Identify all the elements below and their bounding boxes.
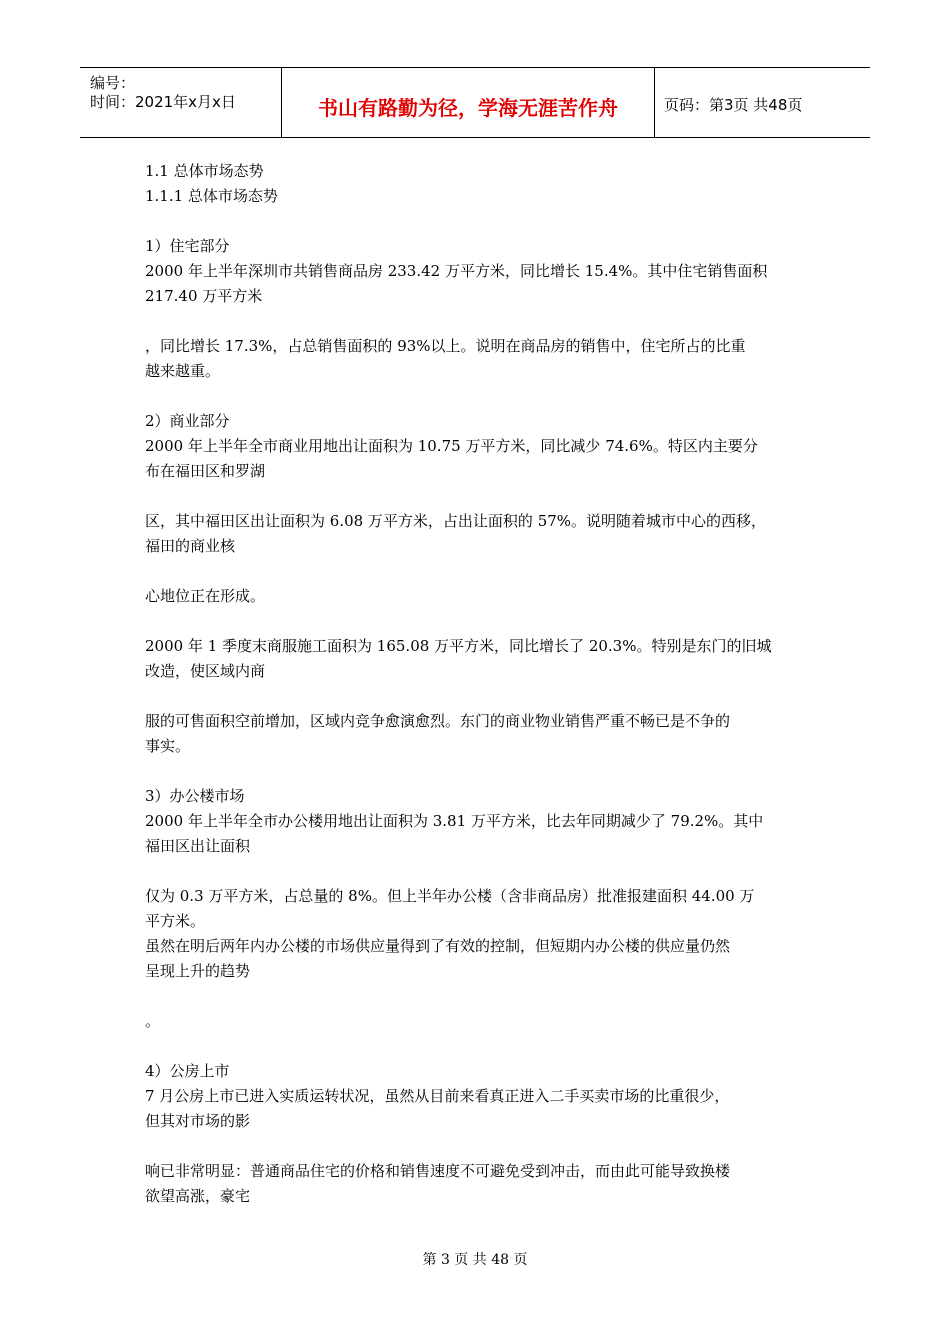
text-line: 平方米。 [145, 912, 206, 930]
blank-line [145, 559, 820, 584]
blank-line [145, 859, 820, 884]
page-number-label: 页码：第3页 共48页 [664, 96, 803, 114]
text-line: 心地位正在形成。 [145, 587, 266, 605]
text-line: 区，其中福田区出让面积为 6.08 万平方米，占出让面积的 57%。说明随着城市中心的西移， [145, 512, 767, 530]
text-line: 2000 年上半年深圳市共销售商品房 233.42 万平方米，同比增长 15.4%。其中住宅销售面积 [145, 262, 768, 280]
blank-line [145, 309, 820, 334]
text-line: 事实。 [145, 737, 191, 755]
page-footer: 第 3 页 共 48 页 [422, 1252, 528, 1268]
blank-line [145, 609, 820, 634]
text-line: 1.1 总体市场态势 [145, 162, 264, 180]
blank-line [145, 1034, 820, 1059]
text-line: 仅为 0.3 万平方米，占总量的 8%。但上半年办公楼（含非商品房）批准报建面积 44.00 万 [145, 887, 755, 905]
text-line: 虽然在明后两年内办公楼的市场供应量得到了有效的控制，但短期内办公楼的供应量仍然 [145, 937, 731, 955]
text-line: 福田区出让面积 [145, 837, 251, 855]
text-line: 2000 年上半年全市办公楼用地出让面积为 3.81 万平方米，比去年同期减少了 79.2%。其中 [145, 812, 764, 830]
text-line: 1.1.1 总体市场态势 [145, 187, 278, 205]
text-line: 欲望高涨，豪宅 [145, 1187, 251, 1205]
text-line: 2）商业部分 [145, 412, 230, 430]
text-line: 响已非常明显：普通商品住宅的价格和销售速度不可避免受到冲击，而由此可能导致换楼 [145, 1162, 731, 1180]
blank-line [145, 384, 820, 409]
text-line: ，同比增长 17.3%，占总销售面积的 93%以上。说明在商品房的销售中，住宅所占的比重 [145, 337, 746, 355]
text-line: 布在福田区和罗湖 [145, 462, 266, 480]
header-motto-cell [281, 68, 655, 137]
document-number-label: 编号： [90, 74, 136, 92]
text-line: 7 月公房上市已进入实质运转状况，虽然从目前来看真正进入二手买卖市场的比重很少， [145, 1087, 730, 1105]
date-label: 时间：2021年x月x日 [90, 93, 236, 111]
text-line: 越来越重。 [145, 362, 221, 380]
blank-line [145, 759, 820, 784]
header-meta-cell [80, 68, 281, 137]
page-header [80, 67, 870, 138]
text-line: 福田的商业核 [145, 537, 236, 555]
text-line: 1）住宅部分 [145, 237, 230, 255]
text-line: 4）公房上市 [145, 1062, 230, 1080]
blank-line [145, 684, 820, 709]
text-line: 改造，使区域内商 [145, 662, 266, 680]
blank-line [145, 209, 820, 234]
blank-line [145, 984, 820, 1009]
header-page-cell [654, 68, 870, 137]
blank-line [145, 1134, 820, 1159]
blank-line [145, 484, 820, 509]
text-line: 呈现上升的趋势 [145, 962, 251, 980]
text-line: 。 [145, 1012, 161, 1030]
text-line: 2000 年 1 季度末商服施工面积为 165.08 万平方米，同比增长了 20.3%。特别是东门的旧城 [145, 637, 772, 655]
text-line: 3）办公楼市场 [145, 787, 245, 805]
text-line: 2000 年上半年全市商业用地出让面积为 10.75 万平方米，同比减少 74.6%。特区内主要分 [145, 437, 758, 455]
document-body [145, 159, 820, 1209]
text-line: 217.40 万平方米 [145, 287, 263, 305]
motto: 书山有路勤为径，学海无涯苦作舟 [318, 96, 618, 120]
text-line: 服的可售面积空前增加，区域内竞争愈演愈烈。东门的商业物业销售严重不畅已是不争的 [145, 712, 731, 730]
text-line: 但其对市场的影 [145, 1112, 251, 1130]
